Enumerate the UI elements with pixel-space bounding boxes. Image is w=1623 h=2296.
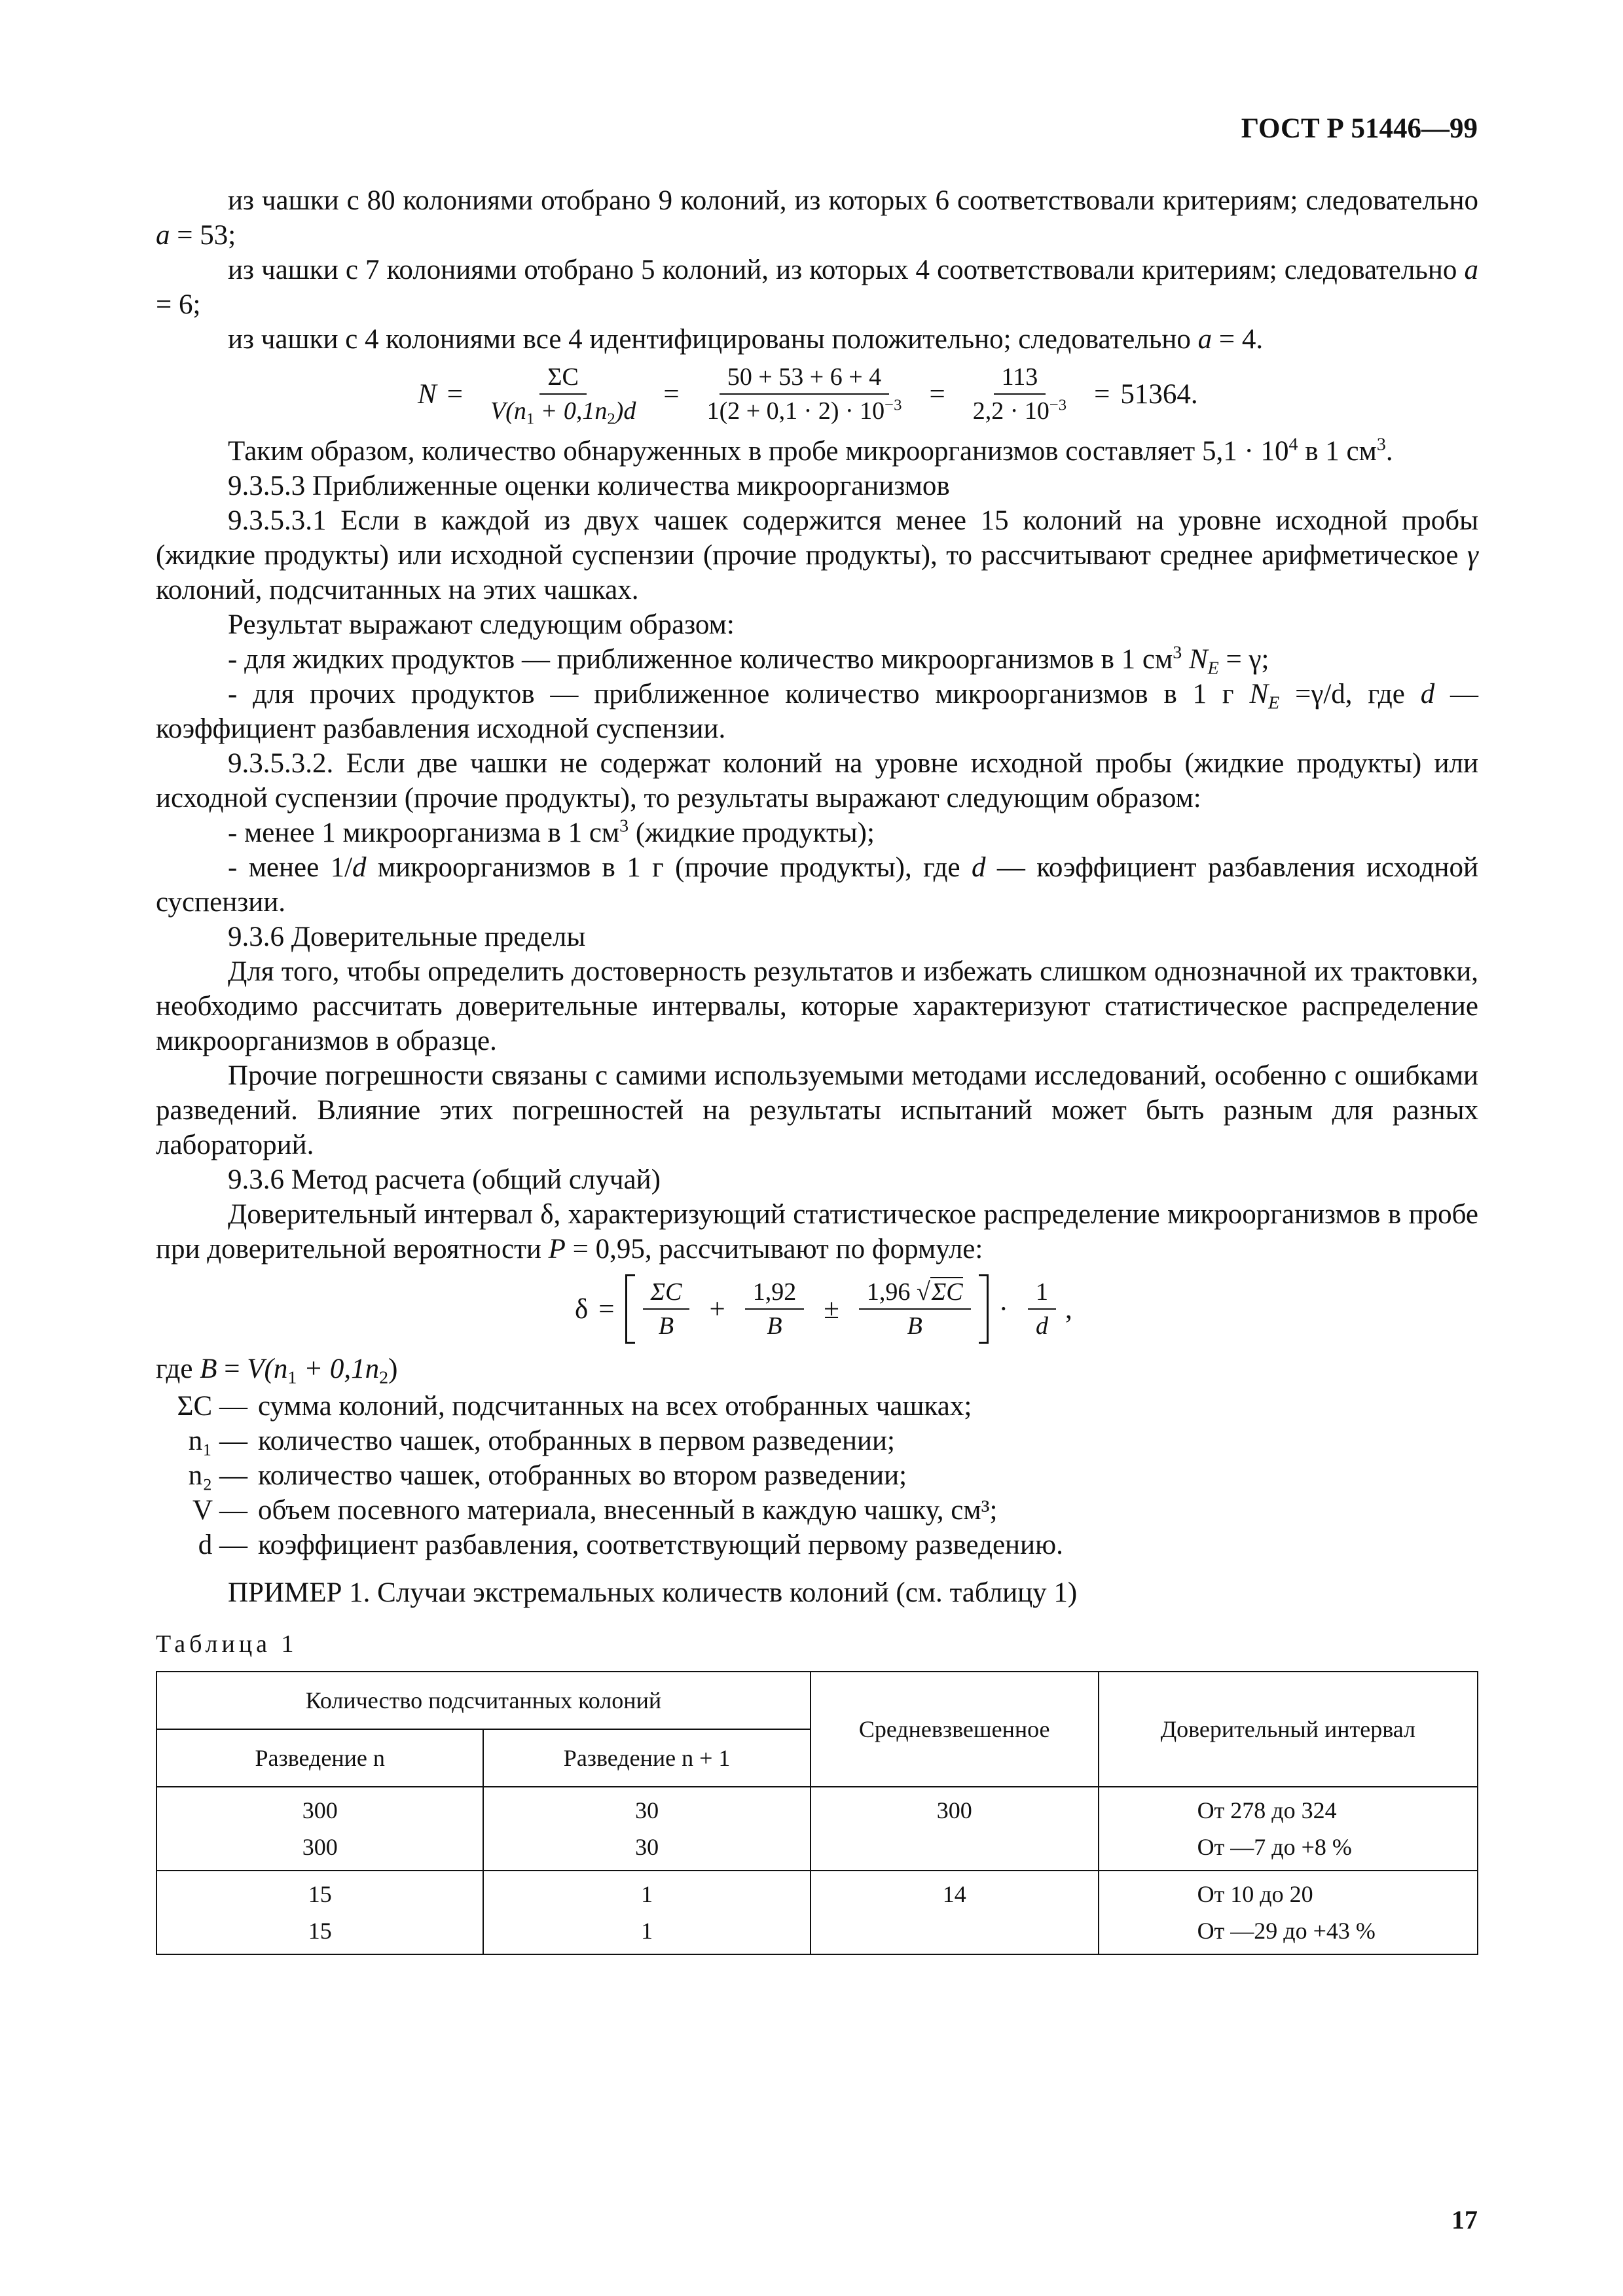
page-number: 17 (1451, 2205, 1478, 2234)
paragraph-9-3-5-3-2: 9.3.5.3.2. Если две чашки не содержат колоний на уровне исходной пробы (жидкие продукты) или исходной суспензии (прочие продукты), то результаты выражают следующим образом: (156, 748, 1478, 814)
fraction-simplified: $\frac{113}{2,2 \cdot 10^{-3}}$ (972, 363, 1067, 425)
header-dilution-n-plus-1: Разведение n + 1 (483, 1729, 810, 1787)
paragraph-4-colonies: из чашки с 4 колониями все 4 идентифицированы положительно; следовательно a = 4. (228, 324, 1264, 355)
header-confidence-interval: Доверительный интервал (1099, 1672, 1478, 1787)
paragraph-other-errors: Прочие погрешности связаны с самими используемыми методами исследований, особенно с ошибками разведений. Влияние этих погрешностей на результаты испытаний может быть разным для разных лабораторий. (156, 1060, 1478, 1160)
paragraph-result-intro: Результат выражают следующим образом: (228, 609, 735, 640)
fraction-general: $\frac{\Sigma C}{V(n_1 + 0,1n_2)d}$ (490, 363, 636, 428)
example-1-heading: ПРИМЕР 1. Случаи экстремальных количеств колоний (см. таблицу 1) (228, 1577, 1078, 1608)
table-row: 300 30 От —7 до +8 % (156, 1833, 1478, 1871)
symbol-legend: ΣC — сумма колоний, подсчитанных на всех отобранных чашках; n₁ — количество чашек, отобранных в первом разведении; n₂ — количество чашек, отобранных во втором разведении; V — объем посевного материала, внесенный в каждую чашку, см³; d — коэффициент разбавления, соответствующий первому разведению. (177, 1391, 1063, 1560)
standard-code-header: ГОСТ Р 51446—99 (1241, 113, 1478, 144)
formula-colony-count: N = $\frac{\Sigma C}{V(n_1 + 0,1n_2)d}$ = $\frac{50 + 53 + 6 + 4}{1(2 + 0,1 \cdot 2) \cdot 10^{-3}}$ = $\frac{113}{2,2 \cdot 10^{-3}}$ = 51364. (418, 363, 1198, 428)
section-heading-9-3-6-method: 9.3.6 Метод расчета (общий случай) (228, 1164, 661, 1195)
table-row: 15 1 От —29 до +43 % (156, 1917, 1478, 1954)
fraction-numeric: $\frac{50 + 53 + 6 + 4}{1(2 + 0,1 \cdot 2) \cdot 10^{-3}}$ (706, 363, 902, 425)
paragraph-80-colonies: из чашки с 80 колониями отобрано 9 колоний, из которых 6 соответствовали критериям; следовательно a = 53; (156, 185, 1478, 251)
paragraph-interval-definition: Доверительный интервал δ, характеризующий статистическое распределение микроорганизмов в пробе при доверительной вероятности P = 0,95, рассчитывают по формуле: (156, 1199, 1478, 1265)
bracket-expression: $\frac{\Sigma C}{B}$ + $\frac{1,92}{B}$ ± $\frac{1,96 √\Sigma C}{B}$ (625, 1274, 989, 1344)
formula-confidence-interval: δ = $\frac{\Sigma C}{B}$ + $\frac{1,92}{B}$ ± $\frac{1,96 √\Sigma C}{B}$ · $\frac{1}{d}$ , (156, 1274, 1478, 1344)
header-counted-colonies: Количество подсчитанных колоний (156, 1672, 811, 1729)
table-caption: Таблица 1 (156, 1630, 298, 1658)
paragraph-liquid-products: - для жидких продуктов — приближенное количество микроорганизмов в 1 $см^3$ $N_E = \gamma$; (228, 642, 1269, 679)
paragraph-conclusion: Таким образом, количество обнаруженных в пробе микроорганизмов составляет $5,1 \cdot 10^4$ в 1 $см^3$. (228, 434, 1393, 467)
header-dilution-n: Разведение n (156, 1729, 483, 1787)
paragraph-less-than-1-d: - менее 1/d микроорганизмов в 1 г (прочие продукты), где d — коэффициент разбавления исходной суспензии. (156, 852, 1479, 918)
section-heading-9-3-5-3: 9.3.5.3 Приближенные оценки количества микроорганизмов (228, 471, 950, 501)
paragraph-other-products: - для прочих продуктов — приближенное количество микроорганизмов в 1 г $N_E =\gamma/d$, где d — коэффициент разбавления исходной суспензии. (156, 679, 1479, 744)
where-b-definition: где $B = V(n_1 + 0,1n_2)$ (156, 1354, 398, 1388)
table-row: 300 30 300 От 278 до 324 (156, 1787, 1478, 1833)
paragraph-9-3-5-3-1: 9.3.5.3.1 Если в каждой из двух чашек содержится менее 15 колоний на уровне исходной пробы (жидкие продукты) или исходной суспензии (прочие продукты), то рассчитывают среднее арифметическое γ колоний, подсчитанных на этих чашках. (156, 505, 1478, 605)
paragraph-less-than-1: - менее 1 микроорганизма в 1 $см^3$ (жидкие продукты); (228, 816, 875, 848)
section-heading-9-3-6-limits: 9.3.6 Доверительные пределы (228, 922, 586, 952)
document-body (156, 183, 1478, 1955)
table-row: 15 1 14 От 10 до 20 (156, 1871, 1478, 1917)
paragraph-7-colonies: из чашки с 7 колониями отобрано 5 колоний, из которых 4 соответствовали критериям; следовательно a = 6; (156, 255, 1479, 320)
table-colony-counts (156, 1671, 1478, 1955)
paragraph-confidence-intervals: Для того, чтобы определить достоверность результатов и избежать слишком однозначной их трактовки, необходимо рассчитать доверительные интервалы, которые характеризуют статистическое распределение микроорганизмов в образце. (156, 956, 1478, 1056)
formula-result: 51364. (1120, 378, 1198, 410)
header-weighted-average: Средневзвешенное (811, 1672, 1099, 1787)
